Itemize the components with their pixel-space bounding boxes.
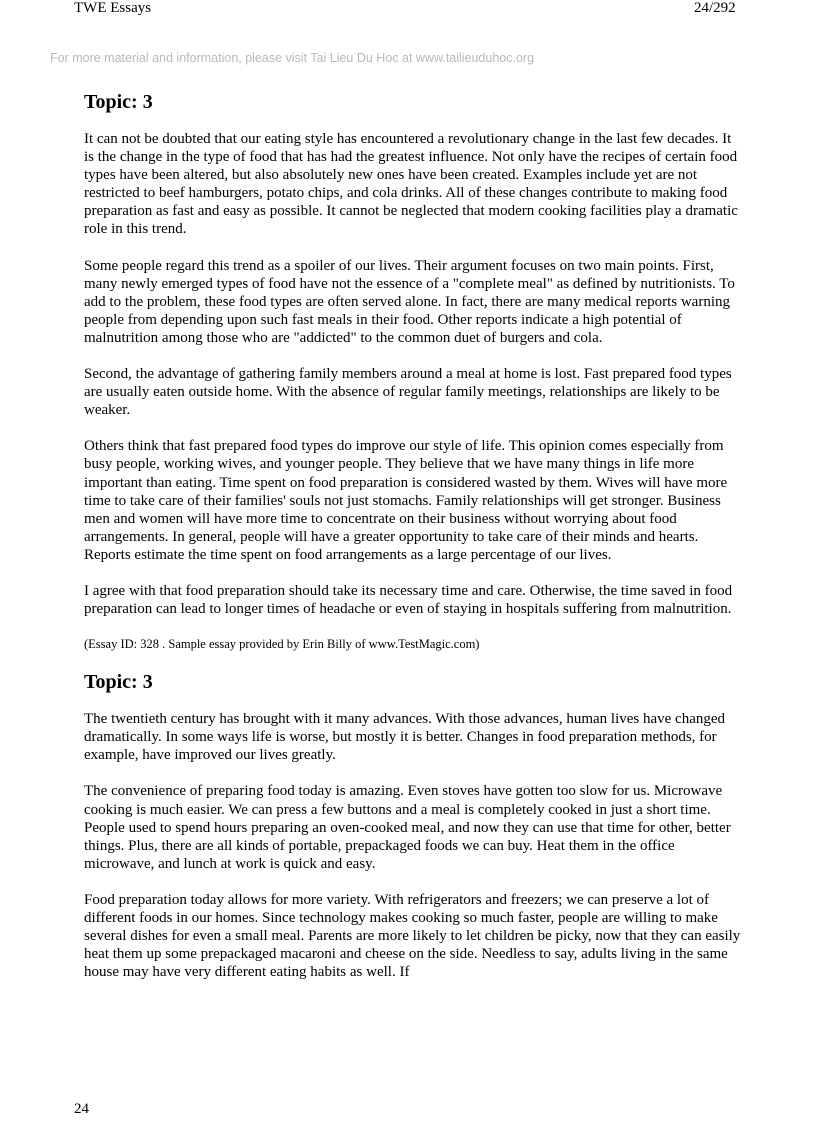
header-title: TWE Essays [74, 0, 152, 16]
essay1-paragraph-4: Others think that fast prepared food types do improve our style of life. This opinion comes especially from busy people, working wives, and younger people. They believe that we have many things in life more important than eating. Time spent on food preparation is considered wasted by them. Wives will have more time to take care of their families' souls not just stomachs. Family relationships will get stronger. Business men and women will have more time to concentrate on their business without worrying about food arrangements. In general, people will have a greater opportunity to take care of their minds and hearts. Reports estimate the time spent on food arrangements as a large percentage of our lives. [84, 438, 728, 563]
topic-heading-1: Topic: 3 [84, 91, 153, 113]
topic-heading-2: Topic: 3 [84, 671, 153, 694]
essay1-paragraph-5: I agree with that food preparation should take its necessary time and care. Otherwise, the time saved in food preparation can lead to longer times of headache or even of staying in hospitals suffering from malnutrition. [84, 582, 733, 618]
watermark-text: For more material and information, please visit Tai Lieu Du Hoc at www.tailieuduhoc.org [50, 51, 535, 65]
essay2-paragraph-3: Food preparation today allows for more variety. With refrigerators and freezers; we can preserve a lot of different foods in our homes. Since technology makes cooking so much faster, people are willing to make several dishes for even a small meal. Parents are more likely to let children be picky, now that they can easily heat them up some prepackaged macaroni and cheese on the side. Needless to say, adults living in the same house may have very different eating habits as well. If [84, 891, 741, 981]
essay1-paragraph-1: It can not be doubted that our eating style has encountered a revolutionary change in the last few decades. It is the change in the type of food that has had the greatest influence. Not only have the recipes of certain food types have been altered, but also absolutely new ones have been created. Examples include yet are not restricted to beef hamburgers, potato chips, and cola drinks. All of these changes contribute to making food preparation as fast and easy as possible. It cannot be neglected that modern cooking facilities play a dramatic role in this trend. [84, 131, 738, 238]
essay-source-note: (Essay ID: 328 . Sample essay provided by Erin Billy of www.TestMagic.com) [84, 637, 480, 652]
page-number: 24 [74, 1101, 89, 1117]
essay2-paragraph-1: The twentieth century has brought with it many advances. With those advances, human lives have changed dramatically. In some ways life is worse, but mostly it is better. Changes in food preparation methods, for example, have improved our lives greatly. [84, 711, 726, 764]
essay1-paragraph-3: Second, the advantage of gathering family members around a meal at home is lost. Fast prepared food types are usually eaten outside home. With the absence of regular family meetings, relationships are likely to be weaker. [84, 366, 732, 419]
essay1-paragraph-2: Some people regard this trend as a spoiler of our lives. Their argument focuses on two main points. First, many newly emerged types of food have not the essence of a "complete meal" as defined by nutritionists. To add to the problem, these food types are often served alone. In fact, there are many medical reports warning people from depending upon such fast meals in their food. Other reports indicate a high potential of malnutrition among those who are "addicted" to the common duet of burgers and cola. [84, 257, 735, 346]
essay2-paragraph-2: The convenience of preparing food today is amazing. Even stoves have gotten too slow for us. Microwave cooking is much easier. We can press a few buttons and a meal is completely cooked in just a short time. People used to spend hours preparing an oven-cooked meal, and now they can use that time for other, better things. Plus, there are all kinds of portable, prepackaged foods we can buy. Heat them in the office microwave, and lunch at work is quick and easy. [84, 783, 731, 872]
header-page-range: 24/292 [694, 0, 736, 16]
page-content [84, 90, 744, 999]
